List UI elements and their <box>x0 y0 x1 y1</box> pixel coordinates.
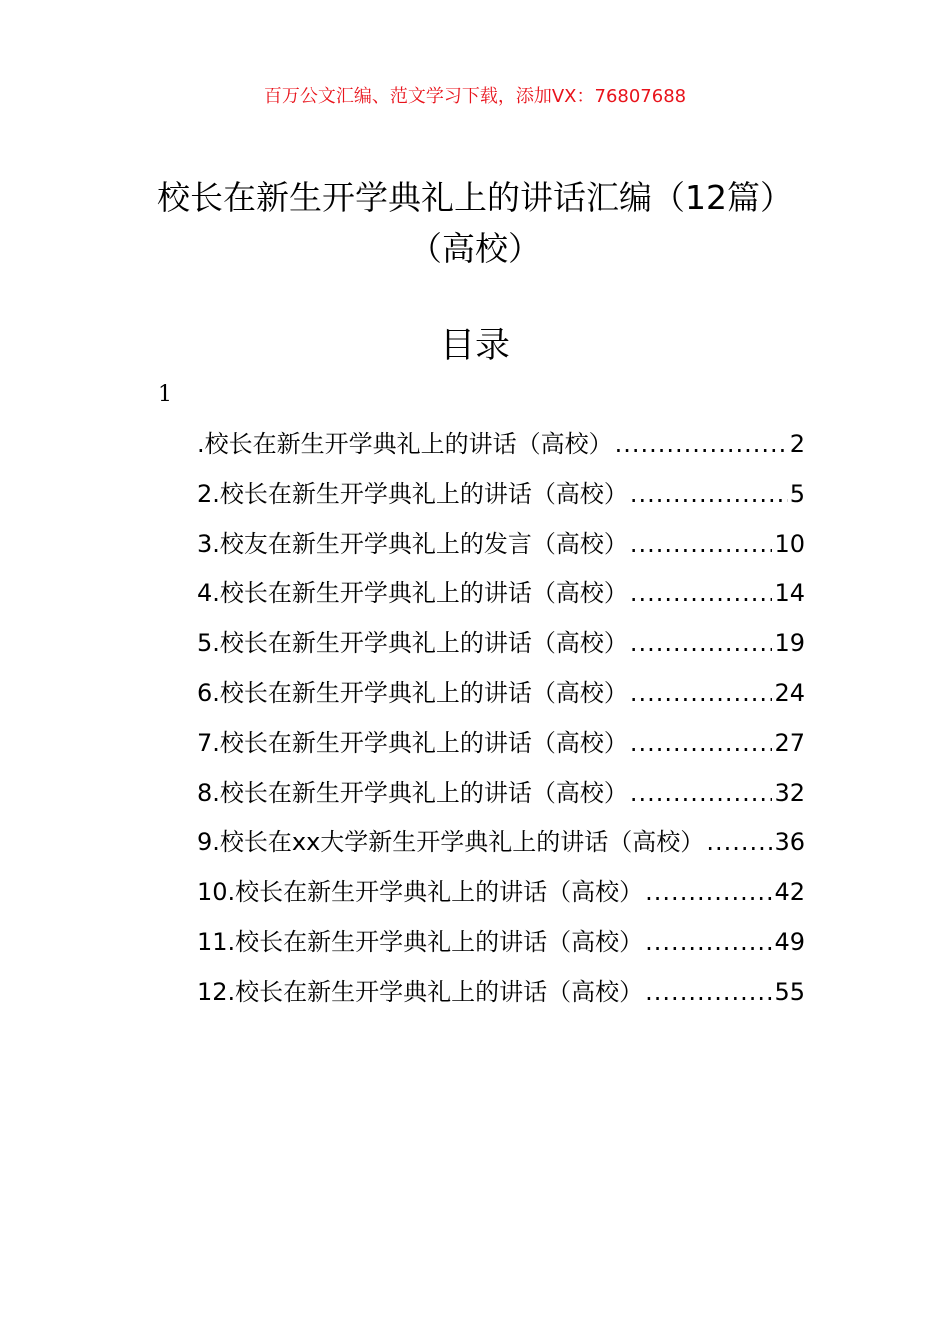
toc-entry-leader <box>645 872 772 912</box>
toc-entry-leader <box>630 773 773 813</box>
toc-heading: 目录 <box>439 326 510 366</box>
toc-entry-title: 4.校长在新生开学典礼上的讲话（高校） <box>197 579 628 608</box>
header-note: 百万公文汇编、范文学习下载，添加VX：76807688 <box>263 86 687 107</box>
toc-entry-leader <box>630 723 773 763</box>
toc-entry-title: 11.校长在新生开学典礼上的讲话（高校） <box>197 927 644 956</box>
toc-entry-page: 2 <box>789 430 805 458</box>
toc-entry-page: 49 <box>774 927 805 956</box>
toc-entry[interactable] <box>197 524 805 574</box>
toc-entry-leader <box>645 922 772 962</box>
toc-entry-page: 55 <box>774 977 805 1006</box>
toc-entry-page: 42 <box>774 878 805 907</box>
toc-entry-leader <box>630 474 788 514</box>
toc-entry[interactable] <box>197 474 805 524</box>
toc-entry-page: 36 <box>774 828 805 857</box>
toc-entry-page: 27 <box>774 728 805 757</box>
toc-entry-leader <box>615 424 788 464</box>
stray-number: 1 <box>158 382 172 407</box>
toc-entry-page: 24 <box>774 678 805 707</box>
toc-entry-leader <box>630 673 773 713</box>
toc-entry-page: 19 <box>774 629 805 658</box>
toc-entry-page: 10 <box>774 529 805 558</box>
toc-entry-page: 14 <box>774 579 805 608</box>
toc-entry-title: 9.校长在xx大学新生开学典礼上的讲话（高校） <box>197 828 705 857</box>
toc-entry-title: .校长在新生开学典礼上的讲话（高校） <box>197 430 613 458</box>
toc-entry[interactable] <box>197 573 805 623</box>
document-title: 校长在新生开学典礼上的讲话汇编（12篇）（高校） <box>157 178 793 268</box>
toc-entry-title: 2.校长在新生开学典礼上的讲话（高校） <box>197 479 628 508</box>
toc-entry-title: 5.校长在新生开学典礼上的讲话（高校） <box>197 629 628 658</box>
toc-entry-title: 7.校长在新生开学典礼上的讲话（高校） <box>197 728 628 757</box>
toc-entry[interactable] <box>197 972 805 1022</box>
toc-entry-leader <box>645 972 772 1012</box>
toc-entry[interactable] <box>197 424 805 474</box>
toc-entry-leader <box>706 822 772 862</box>
toc-entry-leader <box>630 623 773 663</box>
toc-entry[interactable] <box>197 673 805 723</box>
toc-entry[interactable] <box>197 623 805 673</box>
toc-entry-leader <box>630 524 773 564</box>
toc-entry[interactable] <box>197 922 805 972</box>
toc-entry-leader <box>630 573 773 613</box>
toc-entry-title: 12.校长在新生开学典礼上的讲话（高校） <box>197 977 644 1006</box>
toc-entry[interactable] <box>197 872 805 922</box>
toc-entry[interactable] <box>197 773 805 823</box>
toc-entry[interactable] <box>197 723 805 773</box>
toc-entry[interactable] <box>197 822 805 872</box>
toc-entry-page: 32 <box>774 778 805 807</box>
toc-entry-title: 8.校长在新生开学典礼上的讲话（高校） <box>197 778 628 807</box>
toc-entry-page: 5 <box>789 479 805 508</box>
table-of-contents <box>197 424 805 1022</box>
toc-entry-title: 10.校长在新生开学典礼上的讲话（高校） <box>197 878 644 907</box>
toc-entry-title: 6.校长在新生开学典礼上的讲话（高校） <box>197 678 628 707</box>
toc-entry-title: 3.校友在新生开学典礼上的发言（高校） <box>197 529 628 558</box>
